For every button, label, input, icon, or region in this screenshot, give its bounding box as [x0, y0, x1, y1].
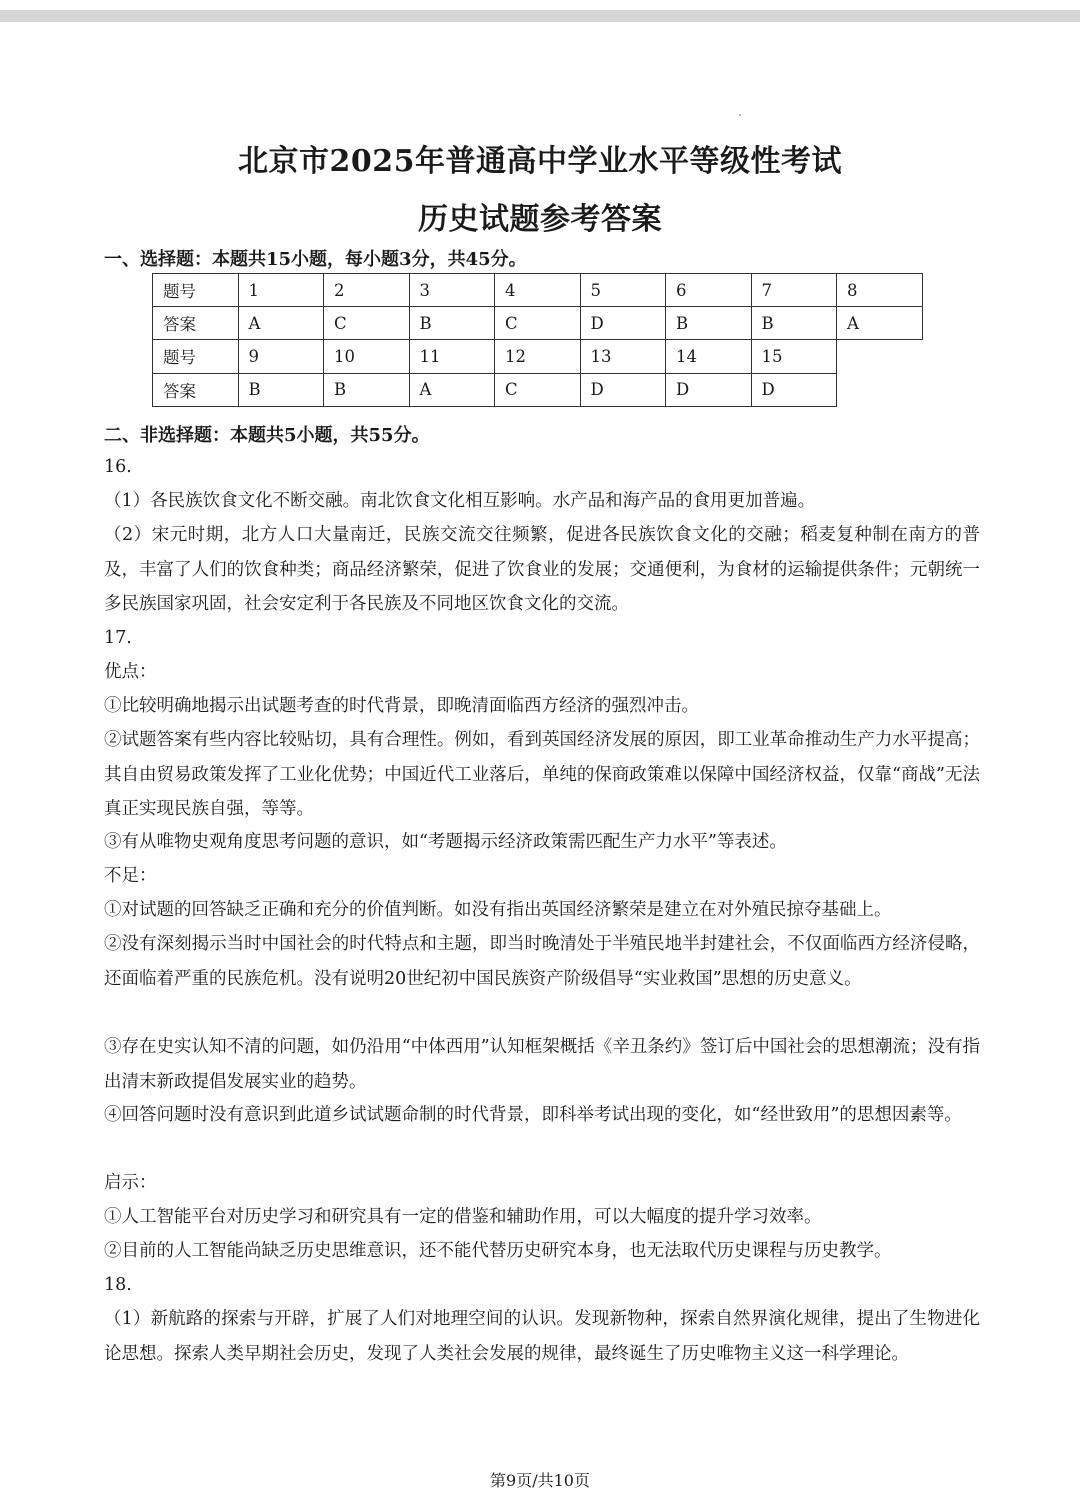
- answer-paragraph: ②没有深刻揭示当时中国社会的时代特点和主题，即当时晚清处于半殖民地半封建社会，不仅面临西方经济侵略，还面临着严重的民族危机。没有说明20世纪初中国民族资产阶级倡导“实业救国”思想的历史意义。: [104, 934, 980, 989]
- question-number-cell: 13: [580, 340, 666, 373]
- answer-cell: D: [666, 373, 752, 406]
- answer-cell: D: [580, 307, 666, 340]
- question-number-cell: 1: [238, 274, 324, 307]
- row-label: 答案: [153, 307, 239, 340]
- row-label: 题号: [153, 340, 239, 373]
- question-number-cell: 4: [495, 274, 581, 307]
- answer-cell: B: [324, 373, 410, 406]
- section-heading-choice: 一、选择题：本题共15小题，每小题3分，共45分。: [104, 249, 527, 270]
- answer-cell: D: [580, 373, 666, 406]
- question-number-cell: 5: [580, 274, 666, 307]
- answer-paragraph: ③存在史实认知不清的问题，如仍沿用“中体西用”认知框架概括《辛丑条约》签订后中国社会的思想潮流；没有指出清末新政提倡发展实业的趋势。: [104, 1037, 980, 1092]
- question-number-cell: 14: [666, 340, 752, 373]
- page-number: 第9页/共10页: [490, 1471, 590, 1490]
- answer-cell: B: [409, 307, 495, 340]
- question-number-cell: 8: [837, 274, 923, 307]
- question-number-cell: 2: [324, 274, 410, 307]
- answer-paragraph: ①人工智能平台对历史学习和研究具有一定的借鉴和辅助作用，可以大幅度的提升学习效率。: [104, 1207, 822, 1227]
- question-number-17: 17.: [104, 628, 132, 648]
- empty-cell: [837, 373, 923, 406]
- question-number-cell: 6: [666, 274, 752, 307]
- table-row: [153, 274, 923, 307]
- section-heading-nonchoice: 二、非选择题：本题共5小题，共55分。: [104, 425, 430, 446]
- answer-paragraph: ④回答问题时没有意识到此道乡试试题命制的时代背景，即科举考试出现的变化，如“经世致用”的思想因素等。: [104, 1105, 962, 1125]
- answer-cell: B: [751, 307, 837, 340]
- answer-paragraph: ②试题答案有些内容比较贴切，具有合理性。例如，看到英国经济发展的原因，即工业革命推动生产力水平提高；其自由贸易政策发挥了工业化优势；中国近代工业落后，单纯的保商政策难以保障中国经济权益，仅靠“商战”无法真正实现民族自强，等等。: [104, 730, 980, 819]
- question-number-cell: 3: [409, 274, 495, 307]
- top-scan-border: [0, 10, 1080, 22]
- answer-cell: C: [324, 307, 410, 340]
- answer-cell: C: [495, 307, 581, 340]
- answer-paragraph: （2）宋元时期，北方人口大量南迁，民族交流交往频繁，促进各民族饮食文化的交融；稻麦复种制在南方的普及，丰富了人们的饮食种类；商品经济繁荣，促进了饮食业的发展；交通便利，为食材的运输提供条件；元朝统一多民族国家巩固，社会安定利于各民族及不同地区饮食文化的交流。: [104, 525, 980, 614]
- answer-paragraph: （1）新航路的探索与开辟，扩展了人们对地理空间的认识。发现新物种，探索自然界演化规律，提出了生物进化论思想。探索人类早期社会历史，发现了人类社会发展的规律，最终诞生了历史唯物主义这一科学理论。: [104, 1309, 980, 1364]
- answer-paragraph: ①对试题的回答缺乏正确和充分的价值判断。如没有指出英国经济繁荣是建立在对外殖民掠夺基础上。: [104, 900, 892, 920]
- question-number-cell: 10: [324, 340, 410, 373]
- answer-paragraph: ①比较明确地揭示出试题考查的时代背景，即晚清面临西方经济的强烈冲击。: [104, 696, 699, 716]
- answer-cell: A: [409, 373, 495, 406]
- question-number-cell: 15: [751, 340, 837, 373]
- subheading-strengths: 优点：: [104, 662, 157, 682]
- answer-paragraph: ③有从唯物史观角度思考问题的意识，如“考题揭示经济政策需匹配生产力水平”等表述。: [104, 832, 787, 852]
- document-title: 北京市2025年普通高中学业水平等级性考试: [238, 144, 842, 179]
- table-row: [153, 373, 923, 406]
- question-number-18: 18.: [104, 1275, 132, 1295]
- answer-cell: A: [238, 307, 324, 340]
- question-number-cell: 9: [238, 340, 324, 373]
- table-row: [153, 340, 923, 373]
- question-number-cell: 12: [495, 340, 581, 373]
- answer-paragraph: （1）各民族饮食文化不断交融。南北饮食文化相互影响。水产品和海产品的食用更加普遍。: [104, 491, 816, 511]
- row-label: 答案: [153, 373, 239, 406]
- answer-paragraph: ②目前的人工智能尚缺乏历史思维意识，还不能代替历史研究本身，也无法取代历史课程与历史教学。: [104, 1241, 892, 1261]
- answer-cell: C: [495, 373, 581, 406]
- empty-cell: [837, 340, 923, 373]
- table-row: [153, 307, 923, 340]
- answer-cell: B: [666, 307, 752, 340]
- subheading-weaknesses: 不足：: [104, 866, 157, 886]
- question-number-cell: 11: [409, 340, 495, 373]
- question-number-cell: 7: [751, 274, 837, 307]
- answer-table: [152, 273, 923, 407]
- answer-cell: D: [751, 373, 837, 406]
- subheading-insights: 启示：: [104, 1173, 157, 1193]
- document-subtitle: 历史试题参考答案: [418, 202, 662, 237]
- row-label: 题号: [153, 274, 239, 307]
- answer-cell: A: [837, 307, 923, 340]
- answer-cell: B: [238, 373, 324, 406]
- scan-speck: [739, 114, 741, 116]
- question-number-16: 16.: [104, 457, 132, 477]
